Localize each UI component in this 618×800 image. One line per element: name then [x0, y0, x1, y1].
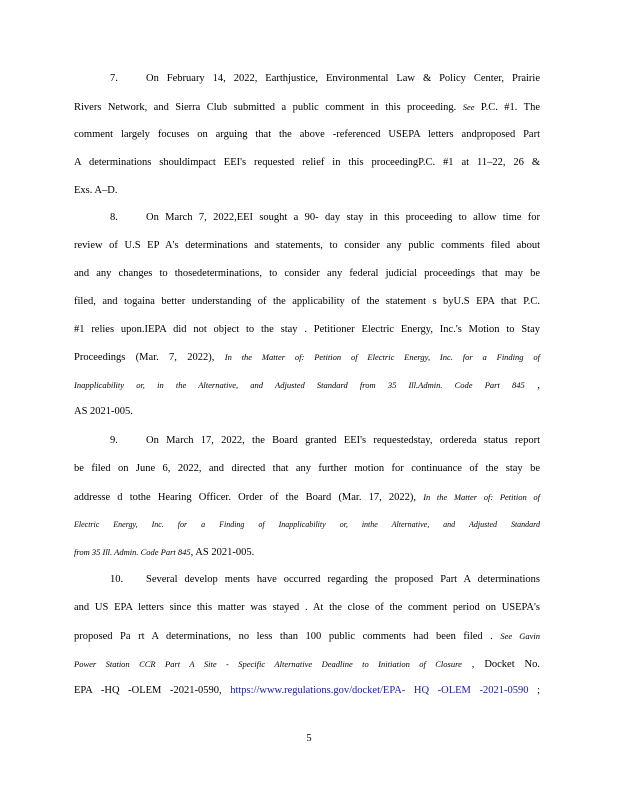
case-caption: In the Matter of: Petition of Electric Energy, Inc. for a Finding of	[224, 352, 540, 362]
paragraph-9-line-4: Electric Energy, Inc. for a Finding of Inapplicability or, inthe Alternative, and Adjusted Standard	[74, 520, 540, 529]
paragraph-9-number: 9.	[110, 435, 118, 446]
paragraph-8-line-7: Inapplicability or, in the Alternative, and Adjusted Standard from 35 Ill.Admin. Code Part 845 ,	[74, 380, 540, 391]
paragraph-8-number: 8.	[110, 212, 118, 223]
paragraph-10-line-3: proposed Pa rt A determinations, no less than 100 public comments had been filed . See Gavin	[74, 631, 540, 642]
paragraph-9-line-5: from 35 Ill. Admin. Code Part 845, AS 2021-005.	[74, 547, 255, 558]
paragraph-7-number: 7.	[110, 73, 118, 84]
paragraph-10-number: 10.	[110, 574, 124, 585]
page-number: 5	[306, 733, 312, 744]
paragraph-9-line-3: addresse d tothe Hearing Officer. Order of the Board (Mar. 17, 2022), In the Matter of: Petition of	[74, 492, 540, 503]
paragraph-8-line-5: #1 relies upon.IEPA did not object to the stay . Petitioner Electric Energy, Inc.'s Motion to Stay	[74, 324, 540, 335]
paragraph-9-line-1: 9. On March 17, 2022, the Board granted EEI's requestedstay, ordereda status report	[110, 435, 540, 446]
case-caption: In the Matter of: Petition of	[423, 492, 540, 502]
see-signal: See	[462, 102, 475, 112]
docket-link[interactable]: https://www.regulations.gov/docket/EPA- HQ -OLEM -2021-0590	[230, 685, 529, 696]
paragraph-9-line-2: be filed on June 6, 2022, and directed that any further motion for continuance of the stay be	[74, 463, 540, 474]
paragraph-8-line-4: filed, and togaina better understanding of the applicability of the statement s byU.S EPA that P.C.	[74, 296, 540, 307]
paragraph-7-line-3: comment largely focuses on arguing that the above -referenced USEPA letters andproposed Part	[74, 129, 540, 140]
paragraph-7-line-4: A determinations shouldimpact EEI's requested relief in this proceedingP.C. #1 at 11–22, 26 &	[74, 157, 540, 168]
paragraph-8-line-3: and any changes to thosedeterminations, to consider any federal judicial proceedings that may be	[74, 268, 540, 279]
paragraph-8-line-2: review of U.S EP A's determinations and statements, to consider any public comments filed about	[74, 240, 540, 251]
paragraph-10-line-4: Power Station CCR Part A Site - Specific Alternative Deadline to Initiation of Closure , Docket No.	[74, 659, 541, 670]
paragraph-8-line-6: Proceedings (Mar. 7, 2022), In the Matter of: Petition of Electric Energy, Inc. for a Finding of	[74, 352, 540, 363]
paragraph-8-line-8: AS 2021-005.	[74, 406, 133, 417]
paragraph-7-line-1: 7. On February 14, 2022, Earthjustice, Environmental Law & Policy Center, Prairie	[110, 73, 540, 84]
paragraph-10-line-1: 10. Several develop ments have occurred regarding the proposed Part A determinations	[110, 574, 540, 585]
paragraph-7-line-2: Rivers Network, and Sierra Club submitted a public comment in this proceeding. See P.C. #1. The	[74, 102, 540, 113]
see-signal: See Gavin	[500, 631, 540, 641]
paragraph-7-line-5: Exs. A–D.	[74, 185, 118, 196]
paragraph-10-line-2: and US EPA letters since this matter was stayed . At the close of the comment period on USEPA's	[74, 602, 540, 613]
paragraph-10-line-5: EPA -HQ -OLEM -2021-0590, https://www.regulations.gov/docket/EPA- HQ -OLEM -2021-0590 ;	[74, 685, 540, 696]
paragraph-8-line-1: 8. On March 7, 2022,EEI sought a 90- day stay in this proceeding to allow time for	[110, 212, 540, 223]
